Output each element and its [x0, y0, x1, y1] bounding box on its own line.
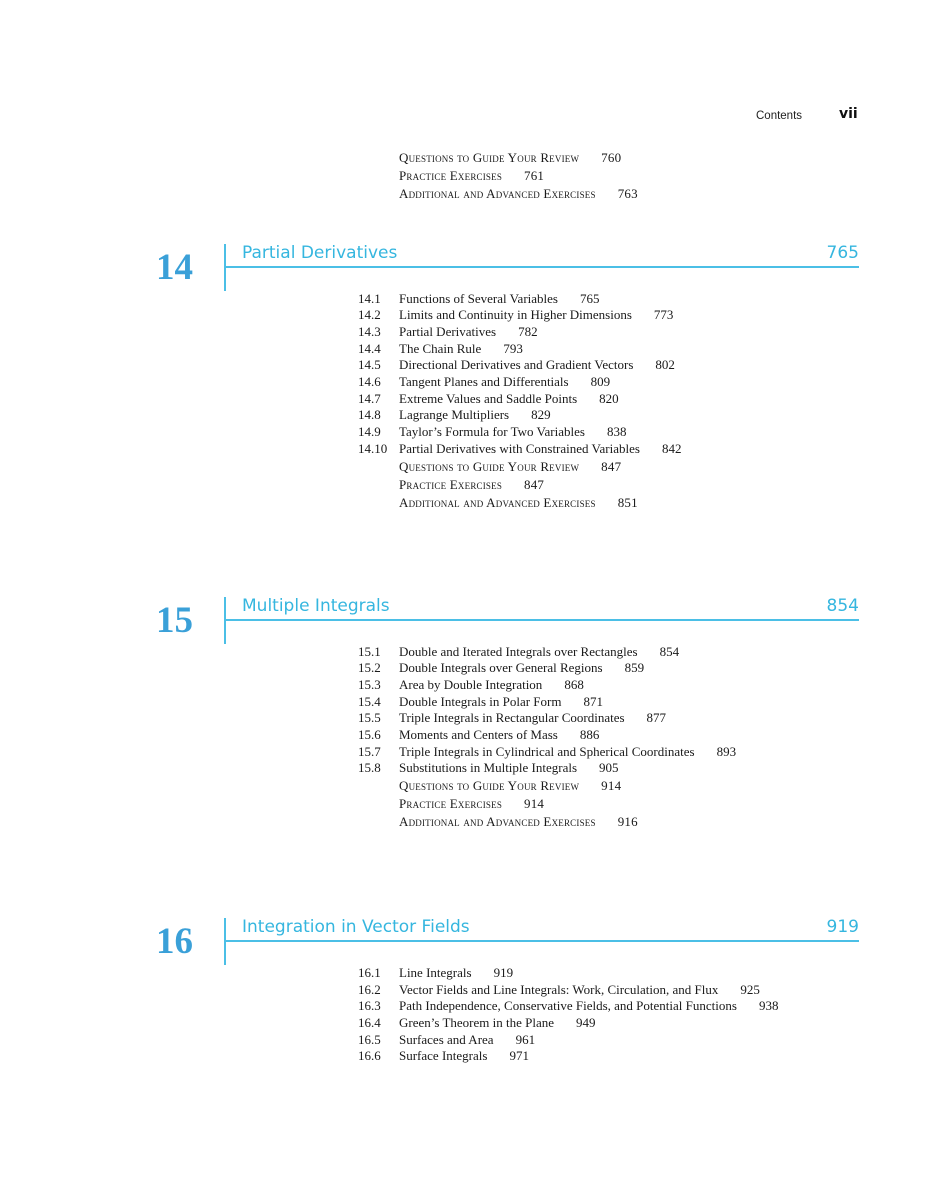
section-title: Partial Derivatives with Constrained Variables [399, 441, 640, 456]
section-number: 14.7 [358, 391, 381, 406]
section-title: Area by Double Integration [399, 677, 543, 692]
chapter-page: 919 [826, 917, 859, 937]
section-title: Tangent Planes and Differentials [399, 374, 569, 389]
section-page: 871 [583, 694, 603, 709]
section-number: 15.8 [358, 760, 381, 775]
section-title: Surfaces and Area [399, 1032, 494, 1047]
section-page: 859 [624, 660, 645, 675]
section-number: 15.7 [358, 744, 381, 759]
section-page: 886 [579, 727, 600, 742]
section-title: Line Integrals [399, 965, 472, 980]
entry-title: Questions to Guide Your Review [399, 778, 580, 793]
section-title: Partial Derivatives [399, 324, 497, 339]
section-title: Directional Derivatives and Gradient Vectors [399, 357, 634, 372]
entry-page: 851 [617, 495, 638, 510]
section-title: Double Integrals in Polar Form [399, 694, 562, 709]
section-title: The Chain Rule [399, 341, 482, 356]
section-title: Path Independence, Conservative Fields, and Potential Functions [399, 998, 737, 1013]
section-number: 15.4 [358, 694, 381, 709]
chapter-number: 14 [156, 247, 193, 288]
section-page: 938 [758, 998, 779, 1013]
section-number: 15.1 [358, 644, 381, 659]
chapter-title: Partial Derivatives [242, 243, 398, 263]
chapter-title: Multiple Integrals [242, 596, 390, 616]
section-number: 14.5 [358, 357, 381, 372]
section-page: 971 [509, 1048, 529, 1063]
section-number: 16.2 [358, 982, 381, 997]
section-number: 16.5 [358, 1032, 381, 1047]
section-page: 925 [740, 982, 760, 997]
section-number: 14.4 [358, 341, 381, 356]
chapter-rule-horizontal [224, 619, 859, 621]
running-header-label: Contents [756, 110, 803, 122]
section-title: Moments and Centers of Mass [399, 727, 558, 742]
section-title: Green’s Theorem in the Plane [399, 1015, 554, 1030]
section-title: Triple Integrals in Rectangular Coordinates [399, 710, 625, 725]
section-page: 893 [716, 744, 737, 759]
entry-page: 914 [524, 796, 545, 811]
section-page: 765 [579, 291, 600, 306]
section-page: 949 [576, 1015, 596, 1030]
section-page: 793 [503, 341, 523, 356]
section-page: 802 [655, 357, 675, 372]
section-page: 961 [515, 1032, 536, 1047]
section-number: 16.4 [358, 1015, 381, 1030]
entry-title: Questions to Guide Your Review [399, 459, 580, 474]
chapter-page: 765 [826, 243, 859, 263]
section-number: 15.2 [358, 660, 381, 675]
chapter-rule-horizontal [224, 266, 859, 268]
section-number: 16.1 [358, 965, 381, 980]
section-number: 14.1 [358, 291, 381, 306]
entry-page: 847 [524, 477, 545, 492]
section-number: 14.3 [358, 324, 381, 339]
chapter-title: Integration in Vector Fields [242, 917, 470, 937]
section-title: Lagrange Multipliers [399, 407, 510, 422]
section-page: 838 [606, 424, 627, 439]
entry-page: 847 [601, 459, 622, 474]
section-page: 842 [661, 441, 682, 456]
entry-title: Questions to Guide Your Review [399, 150, 580, 165]
section-title: Surface Integrals [399, 1048, 488, 1063]
section-title: Substitutions in Multiple Integrals [399, 760, 578, 775]
section-page: 868 [564, 677, 584, 692]
section-page: 809 [590, 374, 611, 389]
page-number: vii [839, 106, 858, 122]
section-number: 16.6 [358, 1048, 381, 1063]
section-page: 877 [646, 710, 667, 725]
section-title: Vector Fields and Line Integrals: Work, Circulation, and Flux [399, 982, 719, 997]
section-page: 905 [599, 760, 619, 775]
chapter-number: 16 [156, 921, 193, 962]
entry-title: Additional and Advanced Exercises [399, 814, 596, 829]
section-page: 919 [493, 965, 514, 980]
section-number: 14.8 [358, 407, 381, 422]
section-number: 15.6 [358, 727, 381, 742]
entry-page: 760 [601, 150, 622, 165]
section-number: 16.3 [358, 998, 381, 1013]
entry-title: Practice Exercises [399, 168, 503, 183]
entry-title: Additional and Advanced Exercises [399, 495, 596, 510]
section-number: 14.9 [358, 424, 381, 439]
section-page: 854 [659, 644, 680, 659]
entry-title: Additional and Advanced Exercises [399, 186, 596, 201]
entry-page: 914 [601, 778, 622, 793]
section-title: Double and Iterated Integrals over Rectangles [399, 644, 638, 659]
section-number: 15.3 [358, 677, 381, 692]
section-title: Taylor’s Formula for Two Variables [399, 424, 585, 439]
entry-page: 763 [617, 186, 638, 201]
entry-page: 916 [617, 814, 638, 829]
section-page: 773 [653, 307, 674, 322]
section-number: 14.10 [358, 441, 388, 456]
section-page: 820 [599, 391, 619, 406]
entry-title: Practice Exercises [399, 796, 503, 811]
section-page: 829 [531, 407, 551, 422]
section-number: 14.6 [358, 374, 381, 389]
entry-title: Practice Exercises [399, 477, 503, 492]
section-number: 15.5 [358, 710, 381, 725]
section-title: Double Integrals over General Regions [399, 660, 603, 675]
chapter-rule-horizontal [224, 940, 859, 942]
section-number: 14.2 [358, 307, 381, 322]
section-page: 782 [518, 324, 538, 339]
entry-page: 761 [524, 168, 545, 183]
section-title: Limits and Continuity in Higher Dimensions [399, 307, 632, 322]
chapter-number: 15 [156, 600, 193, 641]
section-title: Triple Integrals in Cylindrical and Spherical Coordinates [399, 744, 695, 759]
section-title: Functions of Several Variables [399, 291, 558, 306]
chapter-page: 854 [826, 596, 859, 616]
section-title: Extreme Values and Saddle Points [399, 391, 578, 406]
